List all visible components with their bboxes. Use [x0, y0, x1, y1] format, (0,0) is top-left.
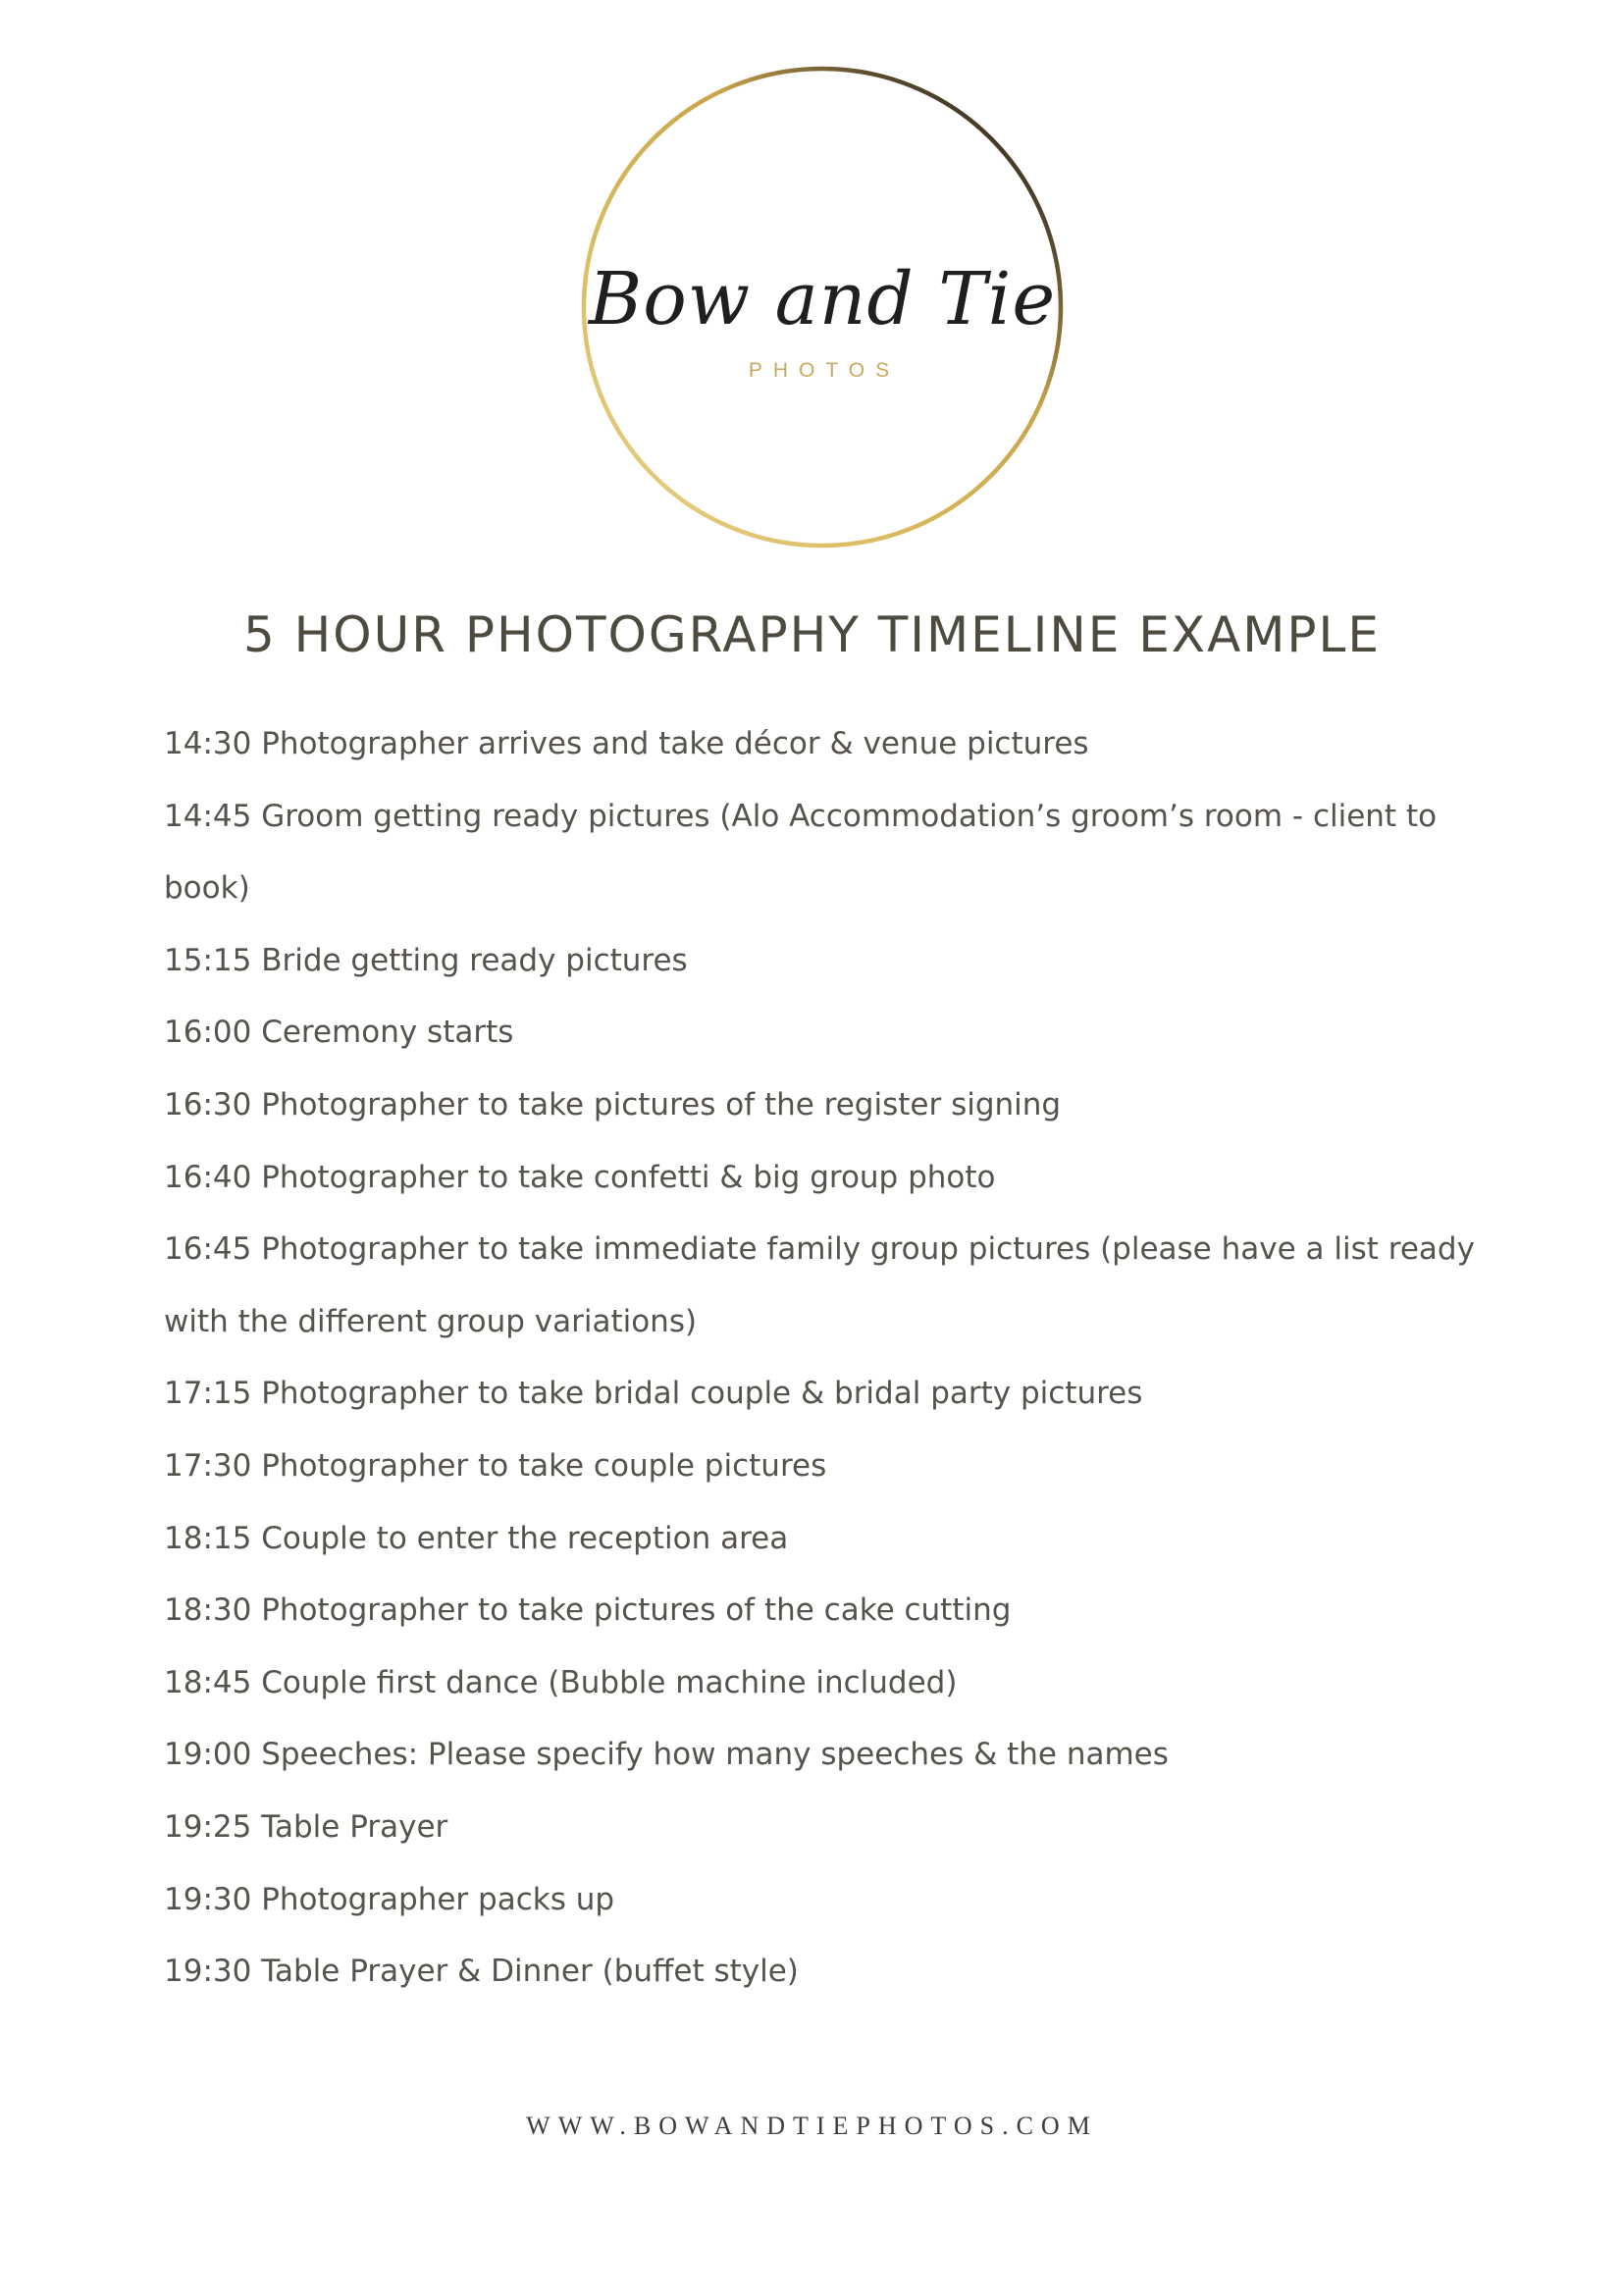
logo-script-text: Bow and Tie [588, 257, 1057, 341]
brand-logo [579, 61, 1066, 553]
timeline-item: 19:00 Speeches: Please specify how many speeches & the names [164, 1737, 1169, 1773]
timeline-item: 16:40 Photographer to take confetti & big group photo [164, 1159, 996, 1195]
timeline-item: 19:30 Photographer packs up [164, 1881, 615, 1917]
page-title: 5 HOUR PHOTOGRAPHY TIMELINE EXAMPLE [242, 606, 1382, 663]
timeline-item: 15:15 Bride getting ready pictures [164, 942, 688, 978]
timeline-item: 17:30 Photographer to take couple pictures [164, 1447, 827, 1484]
timeline-item: 14:30 Photographer arrives and take décor & venue pictures [164, 726, 1089, 761]
timeline-list [164, 708, 1479, 2009]
timeline-item: 16:45 Photographer to take immediate family group pictures (please have a list ready with the different group variations) [164, 1231, 1475, 1339]
logo-sub-text: PHOTOS [748, 359, 901, 382]
website-footer: WWW.BOWANDTIEPHOTOS.COM [526, 2112, 1098, 2140]
timeline-item: 18:15 Couple to enter the reception area [164, 1520, 789, 1556]
timeline-item: 16:30 Photographer to take pictures of the register signing [164, 1086, 1062, 1122]
timeline-item: 19:30 Table Prayer & Dinner (buffet style) [164, 1954, 799, 1990]
logo-seal [579, 61, 1066, 553]
timeline-item: 17:15 Photographer to take bridal couple & bridal party pictures [164, 1376, 1143, 1412]
timeline-item: 14:45 Groom getting ready pictures (Alo Accommodation’s groom’s room - client to book) [164, 798, 1438, 907]
timeline-item: 18:45 Couple first dance (Bubble machine included) [164, 1664, 958, 1700]
timeline-item: 19:25 Table Prayer [164, 1808, 448, 1845]
timeline-item: 18:30 Photographer to take pictures of the cake cutting [164, 1592, 1012, 1629]
timeline-item: 16:00 Ceremony starts [164, 1015, 514, 1051]
